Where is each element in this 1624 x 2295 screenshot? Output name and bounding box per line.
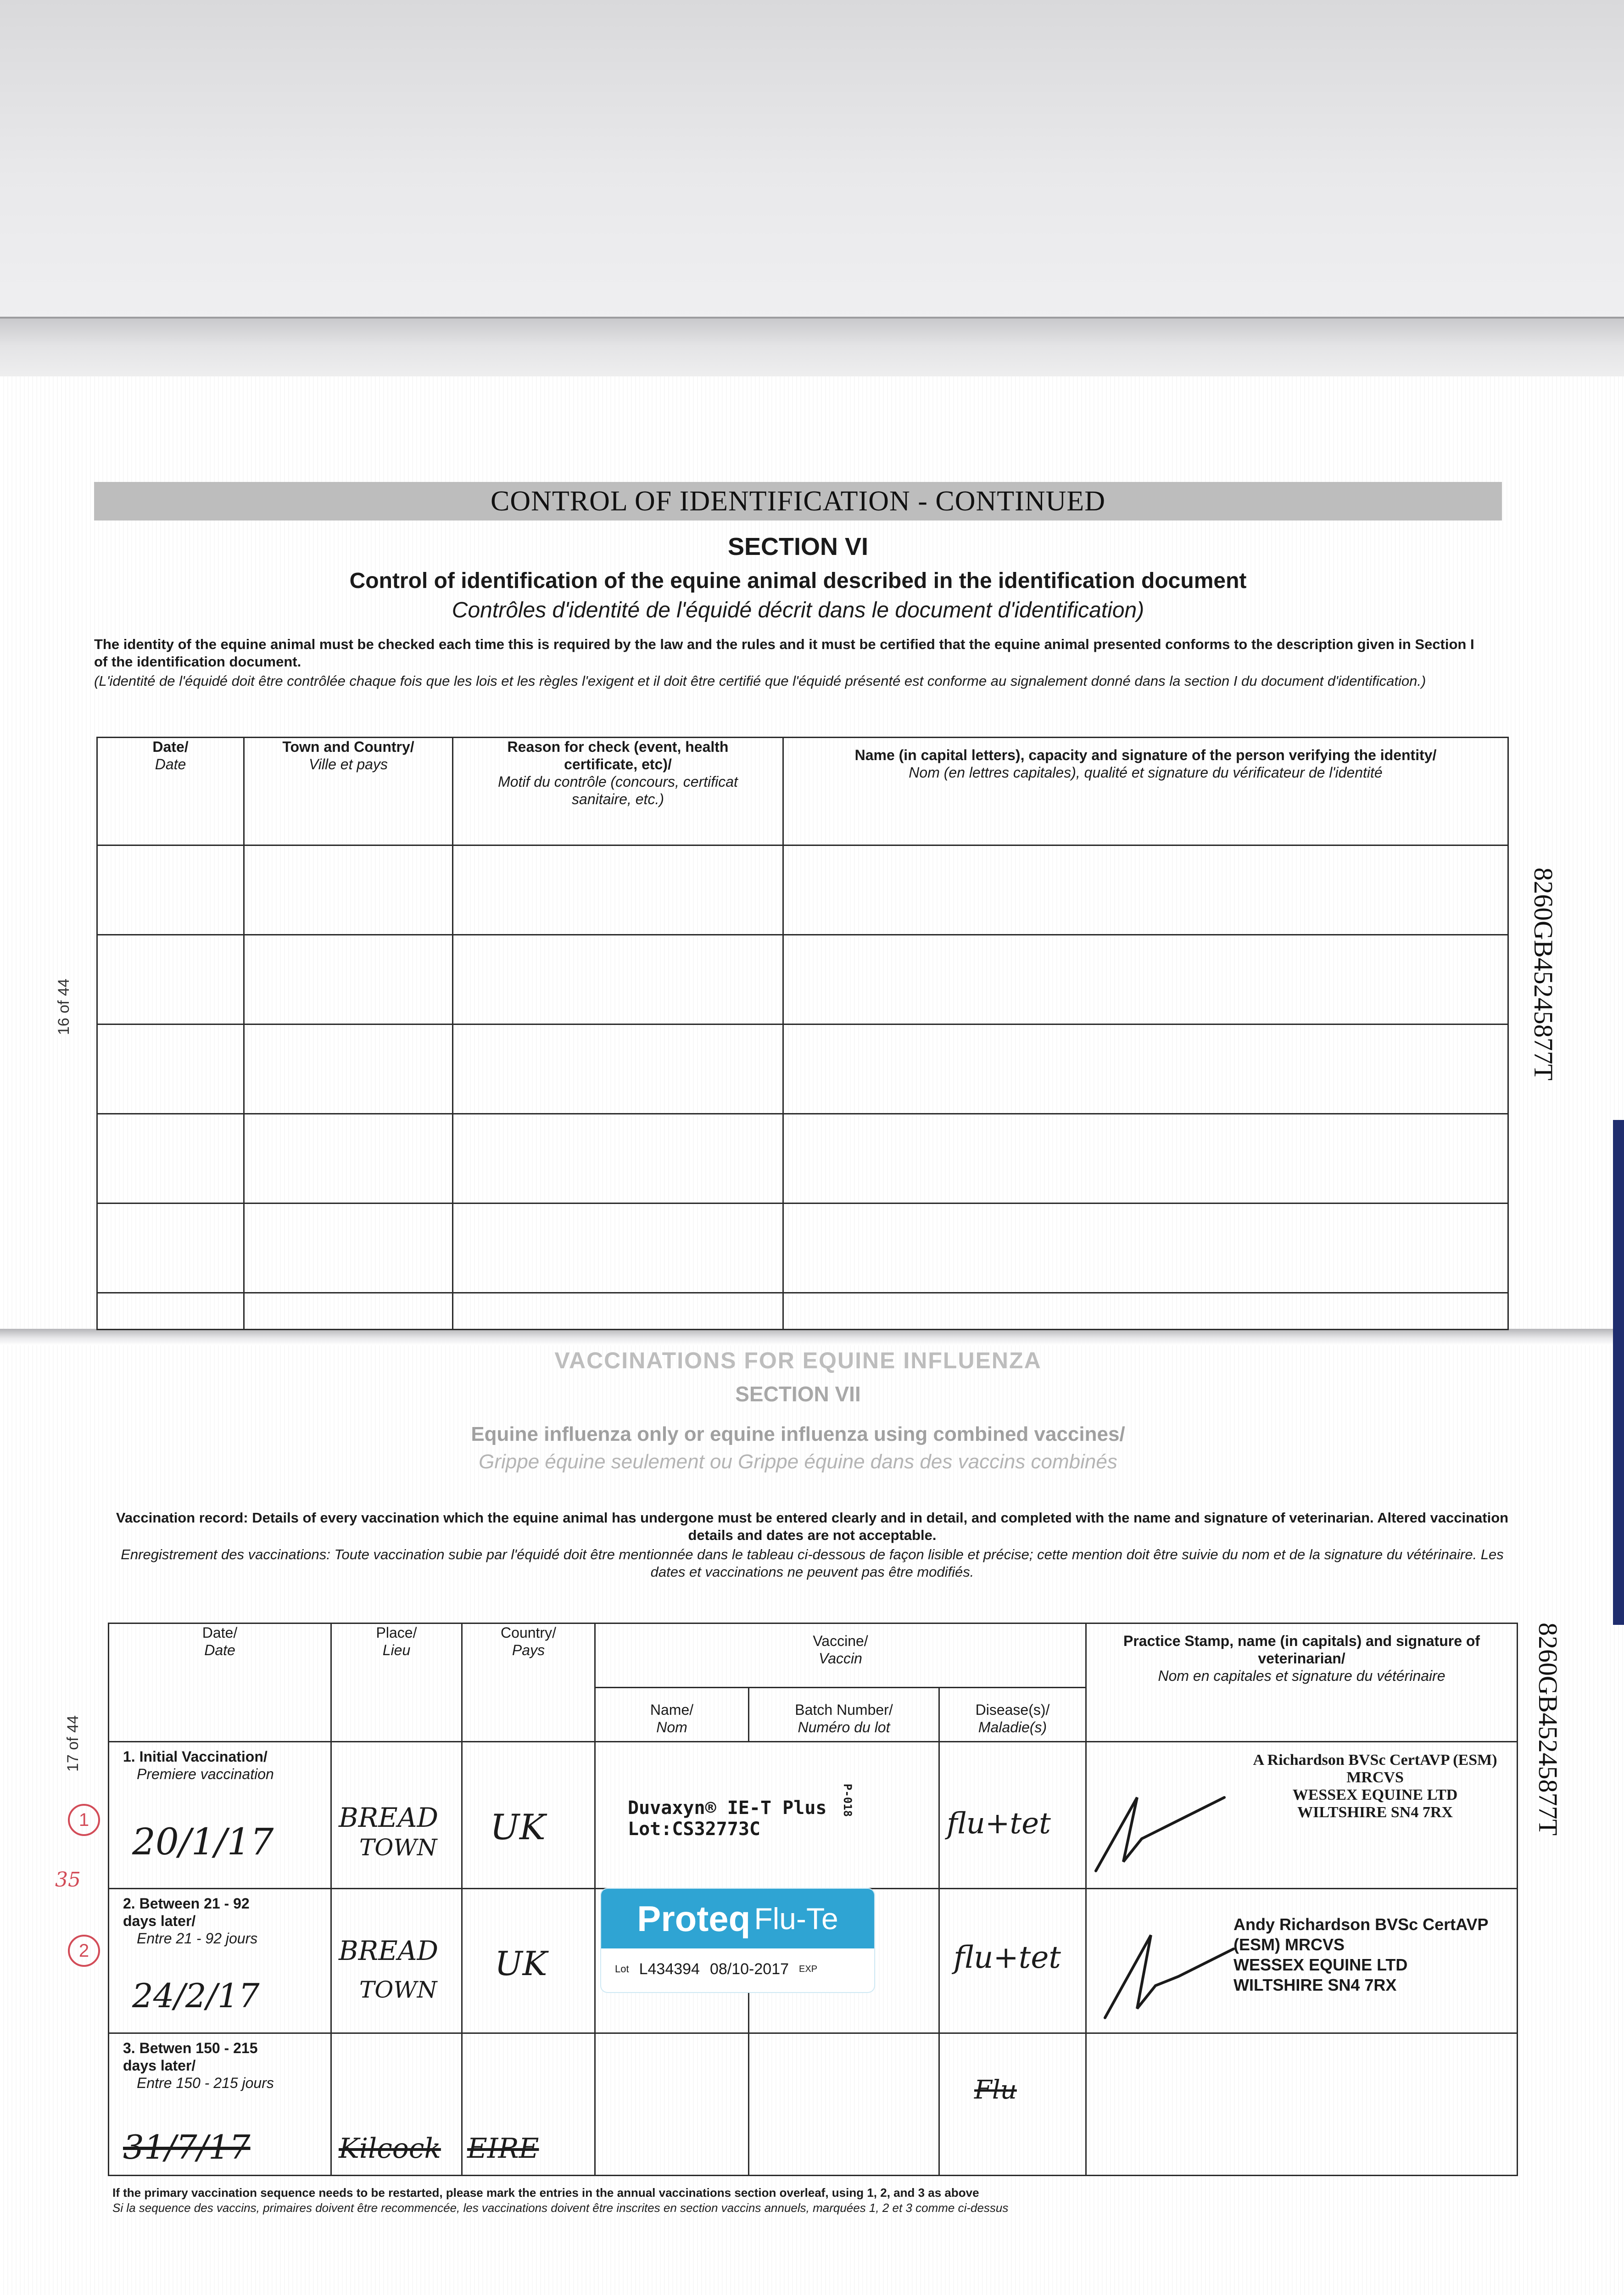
cell	[97, 1024, 244, 1114]
section7-heading-en: Equine influenza only or equine influenza using combined vaccines/	[471, 1423, 1125, 1445]
row1-date-handwritten: 20/1/17	[132, 1820, 274, 1863]
row3-place-cell	[331, 2033, 462, 2176]
identity-table-header	[97, 738, 1508, 845]
section7-heading-fr: Grippe équine seulement ou Grippe équine dans des vaccins combinés	[479, 1450, 1117, 1473]
section7-title: SECTION VII	[735, 1382, 861, 1406]
row1-disease-handwritten: flu+tet	[947, 1807, 1051, 1841]
col-practice	[1086, 1623, 1518, 1742]
row1-country-handwritten: UK	[490, 1807, 546, 1847]
cell	[97, 1114, 244, 1203]
table-row	[97, 935, 1508, 1024]
table-row	[97, 845, 1508, 935]
col-vaccine-fr: Vaccin	[819, 1650, 862, 1667]
vaccination-header-top	[109, 1623, 1518, 1688]
col-vacc-date	[109, 1623, 331, 1742]
cell	[97, 845, 244, 935]
col-date-fr: Date	[155, 756, 186, 772]
row2-disease-handwritten: flu+tet	[954, 1940, 1061, 1975]
section6-heading-fr: Contrôles d'identité de l'équidé décrit dans le document d'identification)	[452, 598, 1144, 622]
row3-label-fr: Entre 150 - 215 jours	[137, 2075, 274, 2091]
row2-country-cell	[462, 1889, 595, 2033]
col-verifier-en: Name (in capital letters), capacity and signature of the person verifying the identity/	[854, 747, 1437, 763]
row2-label-fr: Entre 21 - 92 jours	[137, 1930, 258, 1947]
footer-note-en: If the primary vaccination sequence needs to be restarted, please mark the entries in the annual vaccinations section overleaf, using 1, 2, and 3 as above	[112, 2186, 979, 2200]
col-country	[462, 1623, 595, 1742]
proteq-sticker-title	[601, 1889, 874, 1948]
table-row	[97, 1114, 1508, 1203]
proteq-exp-label: EXP	[799, 1964, 818, 1974]
row2-disease-cell	[939, 1889, 1086, 2033]
col-practice-fr: Nom en capitales et signature du vétérinaire	[1158, 1668, 1445, 1684]
col-vacc-date-en: Date/	[202, 1624, 238, 1641]
col-vaccine-name-fr: Nom	[656, 1719, 687, 1735]
row1-label-en: 1. Initial Vaccination/	[123, 1748, 268, 1765]
row1-vet-signature	[1087, 1770, 1247, 1880]
cell	[783, 935, 1508, 1024]
identity-check-table	[96, 737, 1509, 1330]
col-disease	[939, 1688, 1086, 1742]
row2-stamp-line2: WESSEX EQUINE LTD	[1233, 1955, 1408, 1974]
row2-place-line2: TOWN	[359, 1976, 437, 2003]
proteq-vaccine-sticker	[601, 1889, 874, 1992]
section6-intro-en: The identity of the equine animal must be checked each time this is required by the law and the rules and it must be certified that the equine animal presented conforms to the description given in Section I of the identification document.	[94, 636, 1474, 670]
col-date-en: Date/	[152, 739, 189, 755]
col-town-en: Town and Country/	[282, 739, 414, 755]
row2-date-handwritten: 24/2/17	[132, 1976, 260, 2015]
col-batch-fr: Numéro du lot	[798, 1719, 890, 1735]
passport-number-lower-text: 8260GB45245877T	[1533, 1623, 1563, 1836]
table-row	[97, 1024, 1508, 1114]
margin-number: 35	[55, 1868, 81, 1892]
cell	[244, 1024, 453, 1114]
section6-title: SECTION VI	[727, 533, 869, 560]
row1-vaccine-code: P-018	[841, 1784, 854, 1817]
row3-batch-cell	[749, 2033, 939, 2176]
col-reason	[453, 738, 783, 845]
cell	[453, 1024, 783, 1114]
row1-vet-stamp	[1233, 1752, 1517, 1821]
proteq-product: Flu-Te	[754, 1902, 838, 1936]
page-fold	[0, 1329, 1624, 1345]
col-town-country	[244, 738, 453, 845]
row2-place-cell	[331, 1889, 462, 2033]
col-reason-fr: Motif du contrôle (concours, certificat sanitaire, etc.)	[498, 773, 738, 807]
row1-stamp-line3: WILTSHIRE SN4 7RX	[1297, 1804, 1453, 1821]
row1-country-cell	[462, 1742, 595, 1889]
section6-intro-fr: (L'identité de l'équidé doit être contrôlée chaque fois que les lois et les règles l'exigent et il doit être certifié que l'équidé présenté est conforme au signalement donné dans la section I du document d'identification.)	[94, 673, 1426, 689]
col-vaccine-name-en: Name/	[650, 1702, 694, 1718]
cell	[244, 1203, 453, 1293]
col-reason-en: Reason for check (event, health certificate, etc)/	[507, 739, 729, 772]
row3-disease-cell	[939, 2033, 1086, 2176]
section6-heading-en: Control of identification of the equine animal described in the identification document	[349, 569, 1247, 593]
vaccination-row-1	[109, 1742, 1518, 1889]
col-country-fr: Pays	[512, 1642, 545, 1658]
col-place	[331, 1623, 462, 1742]
cell	[783, 1293, 1508, 1330]
proteq-brand: Proteq	[637, 1898, 751, 1939]
passport-number-upper-text: 8260GB45245877T	[1529, 868, 1558, 1080]
proteq-lot-label: Lot	[615, 1963, 629, 1975]
row1-place-cell	[331, 1742, 462, 1889]
cell	[453, 1203, 783, 1293]
row1-disease-cell	[939, 1742, 1086, 1889]
cell	[97, 1293, 244, 1330]
margin-circled-2: 2	[68, 1935, 100, 1967]
col-date	[97, 738, 244, 845]
scan-background	[0, 0, 1624, 321]
row2-country-handwritten: UK	[495, 1944, 547, 1983]
row2-stamp-line3: WILTSHIRE SN4 7RX	[1233, 1976, 1397, 1994]
col-disease-en: Disease(s)/	[975, 1702, 1050, 1718]
cell	[453, 1114, 783, 1203]
cell	[783, 1024, 1508, 1114]
table-row	[97, 1293, 1508, 1330]
cell	[97, 1203, 244, 1293]
row1-practice-cell	[1086, 1742, 1518, 1889]
proteq-sticker-lot-line	[601, 1948, 874, 1990]
row2-vet-signature	[1096, 1908, 1247, 2027]
proteq-lot-number: L434394	[639, 1960, 700, 1978]
section7-record-en: Vaccination record: Details of every vaccination which the equine animal has undergone must be entered clearly and in detail, and completed with the name and signature of veterinarian. Altered vaccination details and dates are not acceptable.	[116, 1510, 1509, 1543]
row1-vaccine-name: Duvaxyn® IE-T Plus	[628, 1797, 827, 1819]
footer-note-fr: Si la sequence des vaccins, primaires doivent être recommencée, les vaccinations doivent être inscrites en section vaccins annuels, marquées 1, 2 et 3 comme ci-dessus	[112, 2201, 1009, 2215]
row3-date-struck: 31/7/17	[123, 2128, 251, 2166]
col-vacc-date-fr: Date	[204, 1642, 235, 1658]
col-batch	[749, 1688, 939, 1742]
row1-date-cell	[109, 1742, 331, 1889]
col-batch-en: Batch Number/	[795, 1702, 893, 1718]
col-place-fr: Lieu	[382, 1642, 411, 1658]
cell	[453, 845, 783, 935]
passport-number-upper	[1528, 868, 1559, 1097]
row3-vaccine-name-cell	[595, 2033, 749, 2176]
col-disease-fr: Maladie(s)	[978, 1719, 1047, 1735]
row3-practice-cell	[1086, 2033, 1518, 2176]
cell	[244, 1293, 453, 1330]
cell	[783, 1114, 1508, 1203]
row1-stamp-line2: WESSEX EQUINE LTD	[1292, 1786, 1458, 1803]
row3-place-struck: Kilcock	[339, 2133, 441, 2165]
row1-place-line2: TOWN	[359, 1834, 437, 1861]
binding-edge	[1613, 1120, 1624, 1625]
col-vaccine-name	[595, 1688, 749, 1742]
row2-practice-cell	[1086, 1889, 1518, 2033]
col-vaccine-en: Vaccine/	[813, 1633, 868, 1649]
row1-label-fr: Premiere vaccination	[137, 1766, 274, 1782]
col-vaccine	[595, 1623, 1086, 1688]
col-practice-en: Practice Stamp, name (in capitals) and signature of veterinarian/	[1123, 1633, 1480, 1667]
col-verifier-fr: Nom (en lettres capitales), qualité et signature du vérificateur de l'identité	[909, 764, 1383, 781]
cell	[783, 845, 1508, 935]
row3-country-cell	[462, 2033, 595, 2176]
row1-stamp-line1: A Richardson BVSc CertAVP (ESM) MRCVS	[1253, 1752, 1497, 1786]
proteq-lot-date: 08/10-2017	[709, 1960, 789, 1978]
row3-date-cell	[109, 2033, 331, 2176]
col-town-fr: Ville et pays	[309, 756, 388, 772]
row3-disease-struck: Flu	[974, 2075, 1017, 2105]
row1-vaccine-sticker	[628, 1797, 826, 1840]
page-number-17: 17 of 44	[64, 1715, 82, 1772]
col-verifier	[783, 738, 1508, 845]
row1-place-line1: BREAD	[339, 1802, 439, 1833]
margin-circled-1: 1	[68, 1804, 100, 1836]
row2-label-en: 2. Between 21 - 92 days later/	[123, 1895, 250, 1929]
row2-vet-stamp	[1233, 1914, 1517, 1995]
page-number-16: 16 of 44	[55, 979, 73, 1035]
cell	[783, 1203, 1508, 1293]
row3-label-en: 3. Betwen 150 - 215 days later/	[123, 2040, 258, 2074]
row2-place-line1: BREAD	[339, 1935, 439, 1966]
table-row	[97, 1203, 1508, 1293]
cell	[97, 935, 244, 1024]
col-place-en: Place/	[376, 1624, 417, 1641]
col-country-en: Country/	[501, 1624, 556, 1641]
row1-vaccine-cell	[595, 1742, 939, 1889]
cell	[453, 1293, 783, 1330]
row2-stamp-line1: Andy Richardson BVSc CertAVP (ESM) MRCVS	[1233, 1915, 1488, 1954]
row2-date-cell	[109, 1889, 331, 2033]
cell	[453, 935, 783, 1024]
vaccination-row-3	[109, 2033, 1518, 2176]
cell	[244, 935, 453, 1024]
passport-number-lower	[1533, 1623, 1563, 1852]
section7-faded-title: VACCINATIONS FOR EQUINE INFLUENZA	[554, 1348, 1042, 1373]
section7-record-fr: Enregistrement des vaccinations: Toute vaccination subie par l'équidé doit être mentionnée dans le tableau ci-dessous de façon lisible et précise; cette mention doit être suivie du nom et de la signature du vétérinaire. Les dates et vaccinations ne peuvent pas être modifiés.	[121, 1546, 1504, 1580]
cell	[244, 1114, 453, 1203]
cell	[244, 845, 453, 935]
row3-country-struck: EIRE	[467, 2133, 539, 2165]
section6-banner: CONTROL OF IDENTIFICATION - CONTINUED	[94, 482, 1502, 521]
row1-vaccine-lot: Lot:CS32773C	[628, 1819, 760, 1840]
